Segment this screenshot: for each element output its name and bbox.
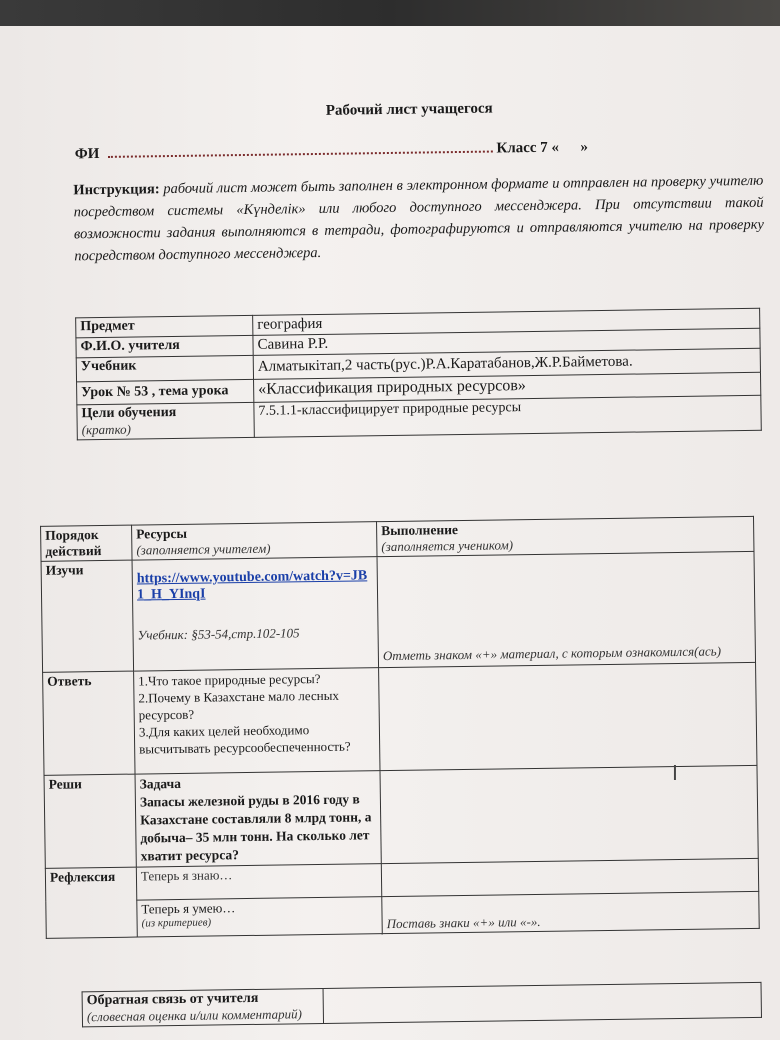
marks-instruction: Поставь знаки «+» или «-». [386, 913, 541, 932]
goals-label: Цели обучения [81, 404, 177, 422]
solve-label: Реши [44, 774, 136, 868]
instruction-text: рабочий лист может быть заполнен в электронном формате и отправлен на проверку учителю посредством системы «Күнделік» или любого доступного мессенджера. При отсутствии такой возможности задания выполняются в тетради, фотографируются и отправляются учителю на проверку посредством доступного мессенджера. [73, 172, 765, 265]
know-input-cell[interactable] [381, 858, 758, 896]
question-2: 2.Почему в Казахстане мало лесных ресурсов? [138, 687, 339, 723]
question-3: 3.Для каких целей необходимо высчитывать ресурсообеспеченность? [138, 722, 351, 757]
study-instruction: Отметь знаком «+» материал, с которым ознакомился(ась) [382, 643, 722, 664]
header-done: Выполнение [381, 522, 459, 539]
subject-label: Предмет [76, 315, 253, 337]
answer-input-cell[interactable] [379, 662, 757, 770]
feedback-title: Обратная связь от учителя [86, 990, 259, 1009]
table-row-solve [44, 765, 758, 868]
teacher-value: Савина Р.Р. [253, 328, 760, 355]
know-text: Теперь я знаю… [140, 867, 233, 884]
header-done-sub: (заполняется учеником) [381, 537, 514, 555]
lesson-label: Урок № 53 , тема урока [77, 379, 254, 404]
solve-input-cell[interactable] [380, 765, 758, 863]
feedback-table [82, 982, 762, 1027]
feedback-label-cell [82, 988, 323, 1026]
can-text: Теперь я умею… [141, 900, 236, 917]
task-title: Задача [139, 775, 182, 792]
text-cursor-icon: I [672, 761, 678, 785]
header-order: Порядок действий [41, 525, 132, 561]
feedback-sub: (словесная оценка и/или комментарий) [86, 1006, 303, 1025]
task-text: Запасы железной руды в 2016 году в Казахстане составляли 8 млрд тонн, а добыча– 35 млн тонн. На сколько лет хватит ресурса? [139, 791, 372, 864]
header-done-cell [377, 516, 754, 556]
textbook-value: Алматыкітап,2 часть(рус.)Р.А.Каратабанов,Ж.Р.Байметова. [253, 348, 760, 379]
answer-label: Ответь [43, 671, 135, 775]
goals-sublabel: (кратко) [81, 421, 132, 438]
page-title: Рабочий лист учащегося [325, 100, 493, 119]
name-field-line[interactable] [107, 139, 492, 158]
study-label: Изучи [41, 560, 134, 672]
class-close: » [580, 139, 589, 156]
textbook-label: Учебник [76, 355, 253, 381]
header-resources-cell [132, 522, 377, 560]
instruction-label: Инструкция: [73, 181, 160, 199]
lesson-info-table [75, 308, 762, 441]
lesson-topic-value: «Классификация природных ресурсов» [254, 372, 761, 402]
goals-value: 7.5.1.1-классифицирует природные ресурсы [254, 395, 761, 437]
study-resources-cell [132, 557, 379, 671]
answer-questions-cell [134, 668, 380, 774]
reflection-label: Рефлексия [45, 867, 137, 938]
criteria-text: (из критериев) [141, 916, 212, 930]
solve-task-cell [135, 771, 381, 867]
textbook-pages: Учебник: §53-54,стр.102-105 [137, 625, 300, 643]
feedback-input-cell[interactable] [323, 982, 761, 1023]
question-1: 1.Что такое природные ресурсы? [138, 670, 321, 689]
fio-label: ФИ [74, 146, 100, 163]
header-resources: Ресурсы [136, 525, 188, 542]
table-row-answer [43, 662, 757, 775]
teacher-label: Ф.И.О. учителя [76, 335, 253, 357]
header-resources-sub: (заполняется учителем) [136, 540, 271, 558]
table-row-study [41, 551, 755, 672]
goals-label-cell [77, 402, 254, 439]
table-row [82, 982, 761, 1026]
class-label: Класс 7 « [496, 139, 560, 157]
name-row [75, 137, 588, 163]
youtube-link[interactable]: https://www.youtube.com/watch?v=JB1_H_YInqI [136, 568, 368, 603]
task-table [40, 516, 760, 939]
instruction-paragraph [73, 170, 764, 268]
know-cell [136, 864, 381, 900]
can-input-cell[interactable] [382, 891, 759, 933]
can-cell [137, 897, 382, 937]
study-done-cell[interactable] [377, 551, 756, 667]
subject-value: география [253, 308, 760, 335]
